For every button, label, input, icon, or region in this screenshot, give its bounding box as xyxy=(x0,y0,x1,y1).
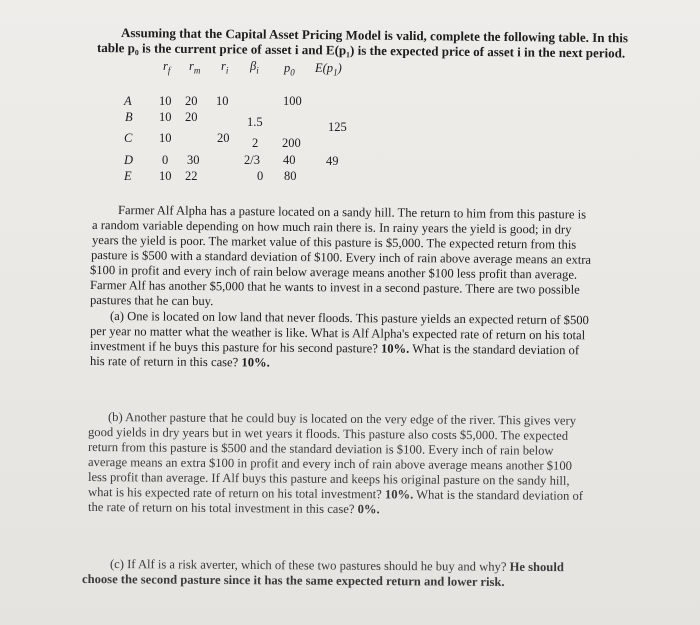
part-b-question: the rate of return on his total investment in this case? xyxy=(87,500,355,517)
row-label: B xyxy=(125,110,133,124)
cell-ep1: 49 xyxy=(326,154,339,168)
cell-beta: 2/3 xyxy=(244,153,260,167)
part-a-question: his rate of return in this case? xyxy=(89,354,239,370)
part-b-line: return from this pasture is $500 and the standard deviation is $100. Every inch of rain below xyxy=(87,440,554,458)
cell-p0: 200 xyxy=(282,136,301,150)
part-a-line: per year no matter what the weather is like. What is Alf Alpha's expected rate of return on his total xyxy=(89,324,586,343)
cell-rf: 10 xyxy=(159,131,172,145)
part-b-answer-1: 10%. xyxy=(384,487,414,502)
part-b-line: average means an extra $100 in profit and every inch of rain above average means another $100 xyxy=(87,455,573,473)
cell-p0: 40 xyxy=(283,153,296,167)
para-line: Farmer Alf Alpha has a pasture located on a sandy hill. The return to him from this pasture is xyxy=(117,203,587,222)
para-line: pasture is $500 with a standard deviation of $100. Every inch of rain above average means an extra xyxy=(90,248,592,267)
table-row xyxy=(0,94,700,109)
header-beta: $\beta_i$ xyxy=(250,59,259,76)
part-a-line: (a) One is located on low land that never floods. This pasture yields an expected return of $500 xyxy=(109,309,589,328)
part-a-answer-2: 10%. xyxy=(241,355,270,370)
cell-rf: 10 xyxy=(159,169,172,183)
part-a-question: investment if he buys this pasture for his second pasture? xyxy=(89,339,378,356)
part-c-answer-b: choose the second pasture since it has the same expected return and lower risk. xyxy=(81,572,505,589)
capm-table xyxy=(0,0,700,200)
para-line: pastures that he can buy. xyxy=(89,293,214,309)
part-a-line xyxy=(90,354,270,371)
table-row xyxy=(0,153,700,168)
intro-line-2: table p₀ is the current price of asset i and E(p₁) is the expected price of asset i in the next period. xyxy=(96,40,626,61)
para-line: Farmer Alf has another $5,000 that he wants to invest in a second pasture. There are two possible xyxy=(89,278,580,297)
row-label: A xyxy=(124,94,132,108)
cell-beta: 0 xyxy=(257,169,264,183)
part-b-line: good yields in dry years but in wet years it floods. This pasture also costs $5,000. The expected xyxy=(87,425,569,443)
part-a-question: What is the standard deviation of xyxy=(412,341,580,358)
part-b-question: what is his expected rate of return on his total investment? xyxy=(87,485,382,502)
para-line: a random variable depending on how much rain there is. In rainy years the yield is good; in dry xyxy=(91,218,572,237)
row-label: C xyxy=(124,131,133,145)
part-b-line: (b) Another pasture that he could buy is located on the very edge of the river. This gives very xyxy=(107,410,577,428)
part-c-answer-a: He should xyxy=(509,559,564,575)
header-ri: $r_i$ xyxy=(221,59,229,76)
header-rf: $r_f$ xyxy=(163,59,171,76)
cell-beta: 1.5 xyxy=(247,115,263,129)
row-label: D xyxy=(124,153,134,167)
part-c-question: (c) If Alf is a risk averter, which of these two pastures should he buy and why? xyxy=(109,557,507,574)
cell-p0: 80 xyxy=(284,169,297,183)
cell-ri: 10 xyxy=(216,94,229,108)
part-b-question: What is the standard deviation of xyxy=(416,487,584,503)
header-ep1: $E(p_1)$ xyxy=(315,61,342,78)
cell-ri: 20 xyxy=(217,131,230,145)
intro-line-1: Assuming that the Capital Asset Pricing Model is valid, complete the following table. In this xyxy=(120,25,629,46)
cell-beta: 2 xyxy=(252,136,259,150)
para-line: years the yield is poor. The market value of this pasture is $5,000. The expected return from this xyxy=(91,233,577,252)
cell-rm: 30 xyxy=(187,153,200,167)
cell-rf: 0 xyxy=(162,153,169,167)
part-b-answer-2: 0%. xyxy=(357,502,380,517)
part-b-line: less profit than average. If Alf buys this pasture and keeps his original pasture on the sandy hill, xyxy=(87,470,570,488)
part-a-answer-1: 10%. xyxy=(380,341,410,356)
cell-rm: 20 xyxy=(185,94,198,108)
part-b-line xyxy=(88,500,380,517)
cell-ep1: 125 xyxy=(328,120,347,134)
cell-p0: 100 xyxy=(283,94,302,108)
cell-rm: 22 xyxy=(185,169,198,183)
cell-rm: 20 xyxy=(185,110,198,124)
header-rm: $r_m$ xyxy=(189,59,201,76)
cell-rf: 10 xyxy=(159,94,172,108)
table-row xyxy=(0,169,700,184)
para-line: $100 in profit and every inch of rain below average means another $100 less profit than average. xyxy=(89,263,578,282)
header-p0: $p_0$ xyxy=(284,61,295,78)
table-row xyxy=(0,131,700,150)
row-label: E xyxy=(124,169,132,183)
table-row xyxy=(0,110,700,134)
cell-rf: 10 xyxy=(159,110,172,124)
